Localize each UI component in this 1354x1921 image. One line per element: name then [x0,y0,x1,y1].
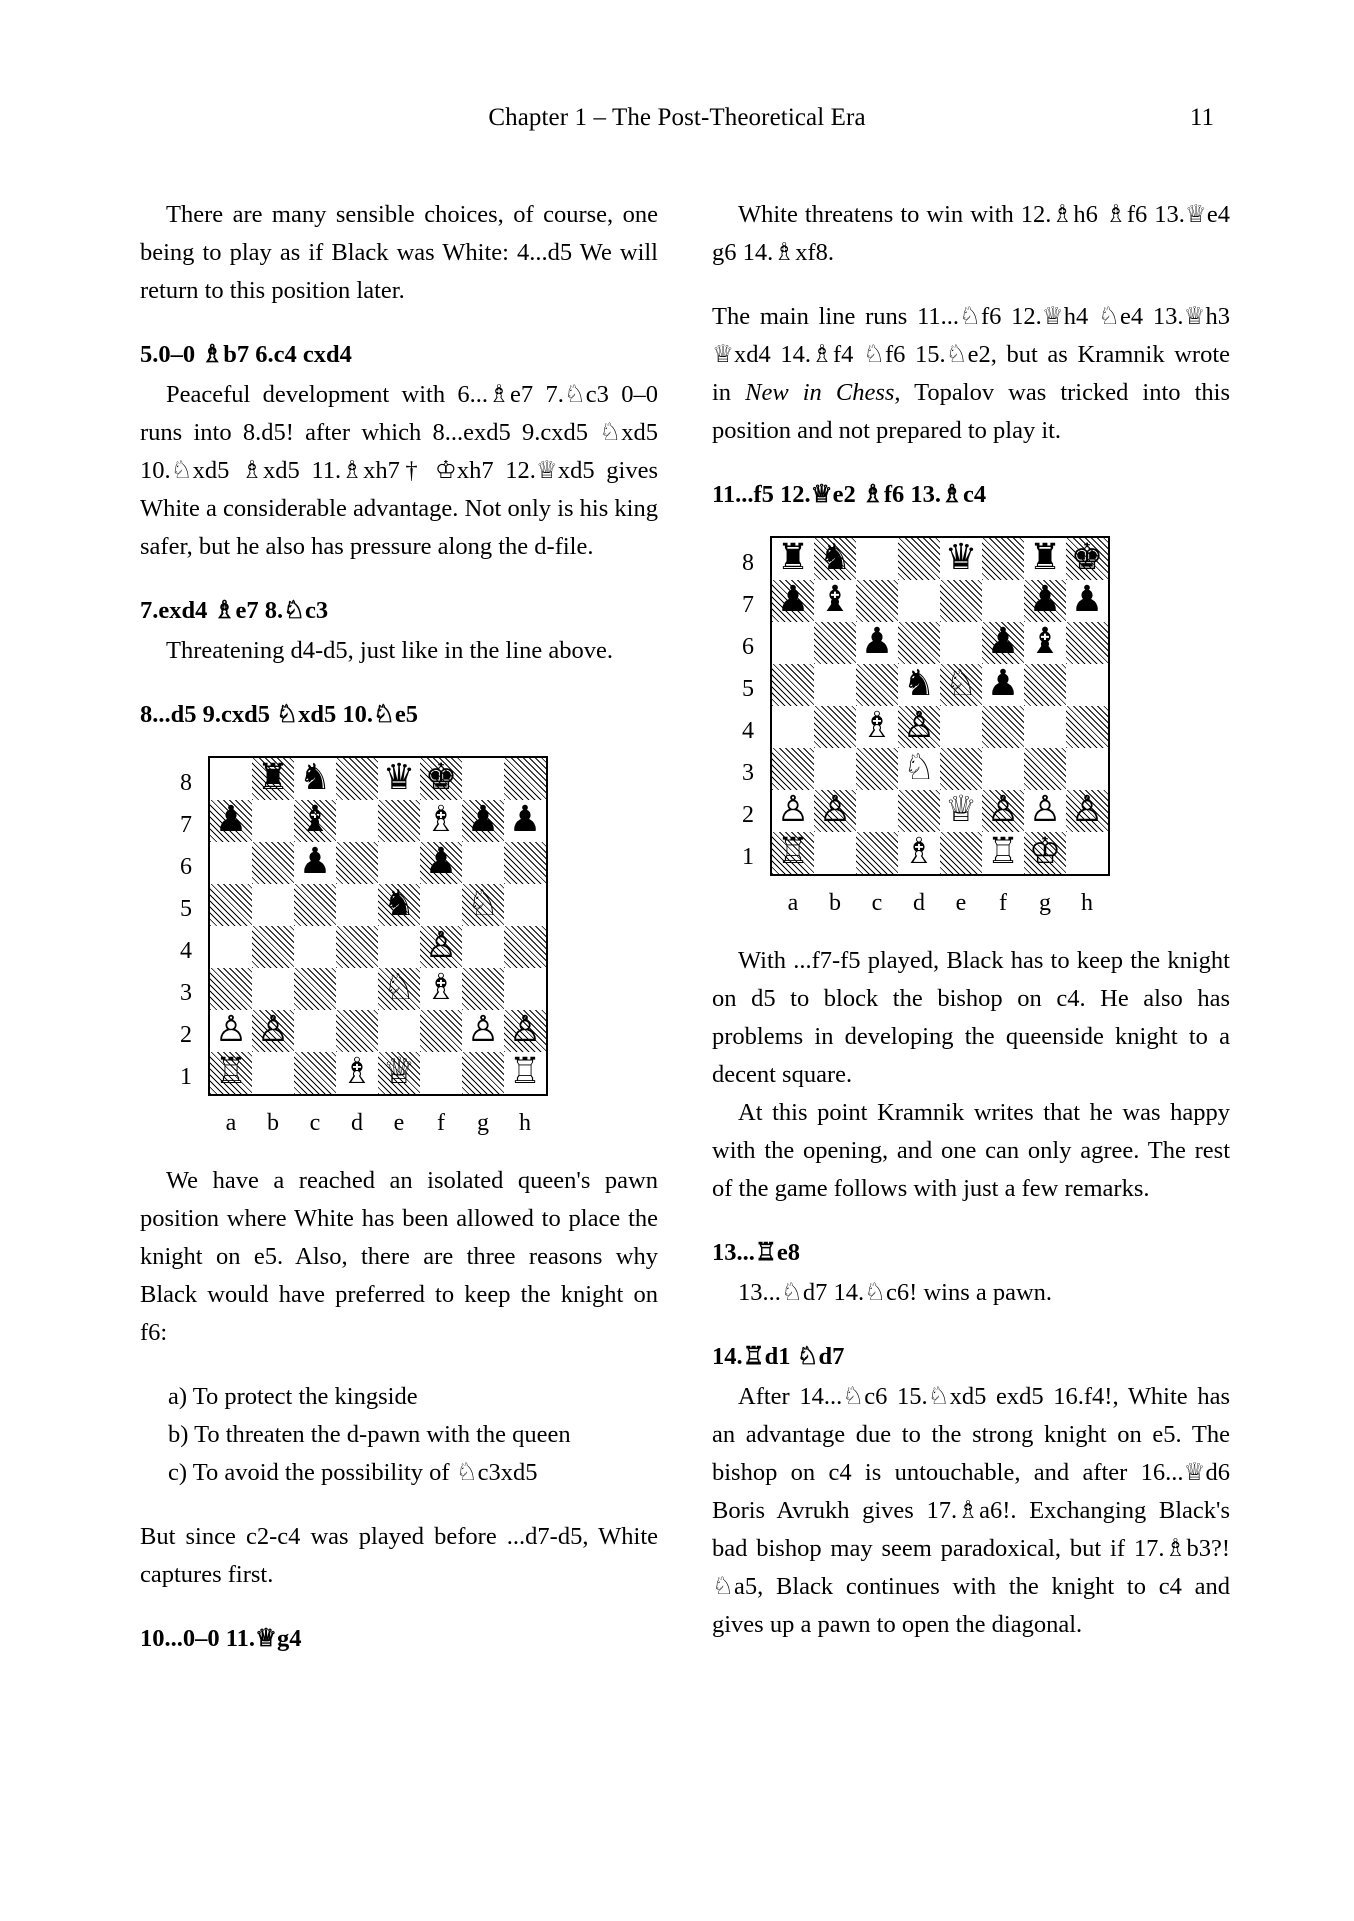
square-b5 [814,664,856,706]
square-a1 [772,832,814,874]
square-d1 [898,832,940,874]
square-c5 [856,664,898,706]
square-g3 [462,968,504,1010]
square-d2 [336,1010,378,1052]
square-c4 [856,706,898,748]
square-c2 [294,1010,336,1052]
square-f7 [982,580,1024,622]
black-rook-piece: ♜ [776,537,810,578]
white-queen-piece: ♕ [382,1051,416,1092]
square-e3 [940,748,982,790]
square-e1 [940,832,982,874]
square-h6 [1066,622,1108,664]
square-g4 [1024,706,1066,748]
square-d5 [336,884,378,926]
white-pawn-piece: ♙ [508,1009,542,1050]
white-pawn-piece: ♙ [902,705,936,746]
black-knight-piece: ♞ [818,537,852,578]
reasons-list [140,1378,658,1492]
square-f3 [982,748,1024,790]
square-b1 [252,1052,294,1094]
paragraph-white-threatens: White threatens to win with 12.♗h6 ♗f6 13.♕e4 g6 14.♗xf8. [712,201,1230,266]
black-pawn-piece: ♟ [776,579,810,620]
square-h1 [1066,832,1108,874]
paragraph-peaceful-development: Peaceful development with 6...♗e7 7.♘c3 0–0 runs into 8.d5! after which 8...exd5 9.cxd5 ♘xd5 10.♘xd5 ♗xd5 11.♗xh7† ♔xh7 12.♕xd5 gives White a considerable advantage. Not only is his king safer, but he also has pressure along the d-file. [140,381,658,560]
black-queen-piece: ♛ [944,537,978,578]
square-a4 [210,926,252,968]
white-queen-piece: ♕ [944,789,978,830]
square-b4 [252,926,294,968]
move-line-3: 8...d5 9.cxd5 ♘xd5 10.♘e5 [140,701,419,728]
white-king-piece: ♔ [1028,831,1062,872]
white-pawn-piece: ♙ [214,1009,248,1050]
file-label-b: b [267,1110,279,1136]
square-g1 [462,1052,504,1094]
square-f6 [982,622,1024,664]
square-c4 [294,926,336,968]
square-a6 [210,842,252,884]
move-line-2: 7.exd4 ♗e7 8.♘c3 [140,597,329,624]
file-label-e: e [955,890,967,916]
running-head-title: Chapter 1 – The Post-Theoretical Era [488,104,866,131]
square-a5 [772,664,814,706]
white-pawn-piece: ♙ [424,925,458,966]
rank-label-4: 4 [180,938,192,964]
square-c5 [294,884,336,926]
square-g2 [1024,790,1066,832]
white-bishop-piece: ♗ [424,967,458,1008]
file-label-f: f [999,890,1007,916]
black-pawn-piece: ♟ [214,799,248,840]
square-g5 [1024,664,1066,706]
black-bishop-piece: ♝ [298,799,332,840]
main-line-part-a: The main line runs 11...♘f6 12.♕h4 ♘e4 13.♕h3 ♕xd4 14.♗f4 ♘f6 15.♘e2, but as Kramnik wrote in [712,303,1230,406]
square-b7 [252,800,294,842]
white-pawn-piece: ♙ [256,1009,290,1050]
square-d5 [898,664,940,706]
square-d8 [898,538,940,580]
square-h3 [504,968,546,1010]
square-a1 [210,1052,252,1094]
square-h1 [504,1052,546,1094]
paragraph-iqp: We have a reached an isolated queen's pawn position where White has been allowed to place the knight on e5. Also, there are three reasons why Black would have preferred to keep the knight on f6: [140,1167,658,1346]
square-h4 [504,926,546,968]
square-h5 [504,884,546,926]
black-pawn-piece: ♟ [508,799,542,840]
square-g8 [1024,538,1066,580]
square-b7 [814,580,856,622]
file-label-c: c [309,1110,321,1136]
square-b4 [814,706,856,748]
square-h6 [504,842,546,884]
move-line-7: 14.♖d1 ♘d7 [712,1343,845,1370]
paragraph-nd7: 13...♘d7 14.♘c6! wins a pawn. [738,1279,1053,1306]
rank-label-1: 1 [742,844,754,870]
square-d6 [336,842,378,884]
square-f1 [420,1052,462,1094]
list-item: b) To threaten the d-pawn with the queen [168,1421,571,1448]
square-g2 [462,1010,504,1052]
move-line-1: 5.0–0 ♗b7 6.c4 cxd4 [140,341,352,368]
white-pawn-piece: ♙ [1028,789,1062,830]
square-e7 [378,800,420,842]
square-a5 [210,884,252,926]
square-c1 [856,832,898,874]
square-f4 [420,926,462,968]
square-e5 [940,664,982,706]
white-pawn-piece: ♙ [818,789,852,830]
black-pawn-piece: ♟ [860,621,894,662]
square-g7 [462,800,504,842]
square-e1 [378,1052,420,1094]
square-f7 [420,800,462,842]
rank-label-2: 2 [180,1022,192,1048]
square-c7 [856,580,898,622]
square-g4 [462,926,504,968]
square-d3 [336,968,378,1010]
white-pawn-piece: ♙ [986,789,1020,830]
square-f1 [982,832,1024,874]
white-knight-piece: ♘ [944,663,978,704]
square-h8 [1066,538,1108,580]
square-g3 [1024,748,1066,790]
square-b8 [814,538,856,580]
file-label-h: h [519,1110,531,1136]
black-pawn-piece: ♟ [424,841,458,882]
square-e2 [378,1010,420,1052]
list-item: c) To avoid the possibility of ♘c3xd5 [168,1459,538,1486]
square-c8 [294,758,336,800]
rank-label-1: 1 [180,1064,192,1090]
white-bishop-piece: ♗ [424,799,458,840]
black-pawn-piece: ♟ [986,621,1020,662]
square-a6 [772,622,814,664]
square-g5 [462,884,504,926]
square-d4 [336,926,378,968]
square-g6 [1024,622,1066,664]
square-h7 [1066,580,1108,622]
file-label-a: a [225,1110,237,1136]
square-d8 [336,758,378,800]
square-f8 [420,758,462,800]
square-b2 [252,1010,294,1052]
black-bishop-piece: ♝ [818,579,852,620]
white-knight-piece: ♘ [902,747,936,788]
paragraph-intro: There are many sensible choices, of course, one being to play as if Black was White: 4...d5 We will return to this position later. [140,201,658,304]
square-g1 [1024,832,1066,874]
file-label-g: g [1039,890,1051,916]
square-d2 [898,790,940,832]
rank-label-3: 3 [742,760,754,786]
black-knight-piece: ♞ [902,663,936,704]
move-line-5: 11...f5 12.♕e2 ♗f6 13.♗c4 [712,481,987,508]
square-e7 [940,580,982,622]
paragraph-main-line [712,298,1230,450]
file-label-g: g [477,1110,489,1136]
square-a2 [772,790,814,832]
rank-label-5: 5 [180,896,192,922]
rank-label-6: 6 [180,854,192,880]
square-b6 [252,842,294,884]
square-d7 [898,580,940,622]
square-d7 [336,800,378,842]
black-king-piece: ♚ [424,757,458,798]
square-e6 [940,622,982,664]
square-e2 [940,790,982,832]
square-e6 [378,842,420,884]
black-rook-piece: ♜ [256,757,290,798]
white-rook-piece: ♖ [508,1051,542,1092]
rank-label-8: 8 [180,770,192,796]
white-bishop-piece: ♗ [860,705,894,746]
square-a7 [210,800,252,842]
square-c6 [856,622,898,664]
paragraph-threatening: Threatening d4-d5, just like in the line above. [166,637,614,664]
square-h2 [1066,790,1108,832]
square-a4 [772,706,814,748]
paragraph-kramnik-happy: At this point Kramnik writes that he was happy with the opening, and one can only agree. The rest of the game follows with just a few remarks. [712,1099,1230,1202]
square-b1 [814,832,856,874]
white-pawn-piece: ♙ [466,1009,500,1050]
square-f2 [982,790,1024,832]
square-f3 [420,968,462,1010]
move-line-6: 13...♖e8 [712,1239,800,1266]
white-rook-piece: ♖ [986,831,1020,872]
square-a2 [210,1010,252,1052]
white-pawn-piece: ♙ [1070,789,1104,830]
white-bishop-piece: ♗ [902,831,936,872]
book-title: New in Chess [745,379,895,406]
square-e8 [378,758,420,800]
black-pawn-piece: ♟ [986,663,1020,704]
square-g8 [462,758,504,800]
file-label-a: a [787,890,799,916]
black-knight-piece: ♞ [298,757,332,798]
square-b3 [252,968,294,1010]
square-a3 [772,748,814,790]
square-c8 [856,538,898,580]
square-f5 [420,884,462,926]
square-d3 [898,748,940,790]
chess-board-1 [208,756,548,1096]
move-line-4: 10...0–0 11.♕g4 [140,1625,302,1652]
square-c7 [294,800,336,842]
file-label-f: f [437,1110,445,1136]
list-item: a) To protect the kingside [168,1383,418,1410]
file-label-h: h [1081,890,1093,916]
rank-label-7: 7 [742,592,754,618]
square-b5 [252,884,294,926]
square-e3 [378,968,420,1010]
file-label-b: b [829,890,841,916]
square-b3 [814,748,856,790]
black-pawn-piece: ♟ [1070,579,1104,620]
square-a7 [772,580,814,622]
chess-diagram-1 [162,756,658,1136]
file-label-d: d [351,1110,363,1136]
page-number: 11 [1189,104,1214,131]
square-f4 [982,706,1024,748]
chess-board-2 [770,536,1110,876]
square-f6 [420,842,462,884]
rank-label-5: 5 [742,676,754,702]
square-e4 [940,706,982,748]
white-knight-piece: ♘ [466,883,500,924]
rank-label-2: 2 [742,802,754,828]
black-pawn-piece: ♟ [1028,579,1062,620]
paragraph-f5-played: With ...f7-f5 played, Black has to keep the knight on d5 to block the bishop on c4. He also has problems in developing the queenside knight to a decent square. [712,947,1230,1088]
black-bishop-piece: ♝ [1028,621,1062,662]
square-g6 [462,842,504,884]
paragraph-avrukh: After 14...♘c6 15.♘xd5 exd5 16.f4!, White has an advantage due to the strong knight on e5. The bishop on c4 is untouchable, and after 16...♕d6 Boris Avrukh gives 17.♗a6!. Exchanging Black's bad bishop may seem paradoxical, but if 17.♗b3?! ♘a5, Black continues with the knight to c4 and gives up a pawn to open the diagonal. [712,1383,1230,1638]
square-c3 [856,748,898,790]
black-rook-piece: ♜ [1028,537,1062,578]
square-b8 [252,758,294,800]
black-king-piece: ♚ [1070,537,1104,578]
square-h7 [504,800,546,842]
square-e5 [378,884,420,926]
white-pawn-piece: ♙ [776,789,810,830]
square-f5 [982,664,1024,706]
square-e8 [940,538,982,580]
file-label-c: c [871,890,883,916]
square-f2 [420,1010,462,1052]
square-c2 [856,790,898,832]
rank-label-4: 4 [742,718,754,744]
page-header [140,104,1214,138]
chess-diagram-2 [724,536,1230,916]
square-c1 [294,1052,336,1094]
square-d4 [898,706,940,748]
square-h4 [1066,706,1108,748]
square-a3 [210,968,252,1010]
square-h8 [504,758,546,800]
black-knight-piece: ♞ [382,883,416,924]
file-label-d: d [913,890,925,916]
rank-label-7: 7 [180,812,192,838]
square-f8 [982,538,1024,580]
square-h3 [1066,748,1108,790]
rank-label-3: 3 [180,980,192,1006]
white-bishop-piece: ♗ [340,1051,374,1092]
square-b6 [814,622,856,664]
square-a8 [772,538,814,580]
square-g7 [1024,580,1066,622]
rank-label-6: 6 [742,634,754,660]
square-d1 [336,1052,378,1094]
black-pawn-piece: ♟ [298,841,332,882]
square-c6 [294,842,336,884]
square-e4 [378,926,420,968]
white-rook-piece: ♖ [214,1051,248,1092]
square-h2 [504,1010,546,1052]
left-column [140,196,658,1660]
right-column [712,196,1230,1644]
black-pawn-piece: ♟ [466,799,500,840]
paragraph-captures-first: But since c2-c4 was played before ...d7-d5, White captures first. [140,1523,658,1588]
main-line-part-b: , Topalov was tricked into this position and not prepared to play it. [712,379,1230,444]
file-label-e: e [393,1110,405,1136]
square-a8 [210,758,252,800]
black-queen-piece: ♛ [382,757,416,798]
square-d6 [898,622,940,664]
white-rook-piece: ♖ [776,831,810,872]
white-knight-piece: ♘ [382,967,416,1008]
rank-label-8: 8 [742,550,754,576]
square-h5 [1066,664,1108,706]
square-b2 [814,790,856,832]
square-c3 [294,968,336,1010]
